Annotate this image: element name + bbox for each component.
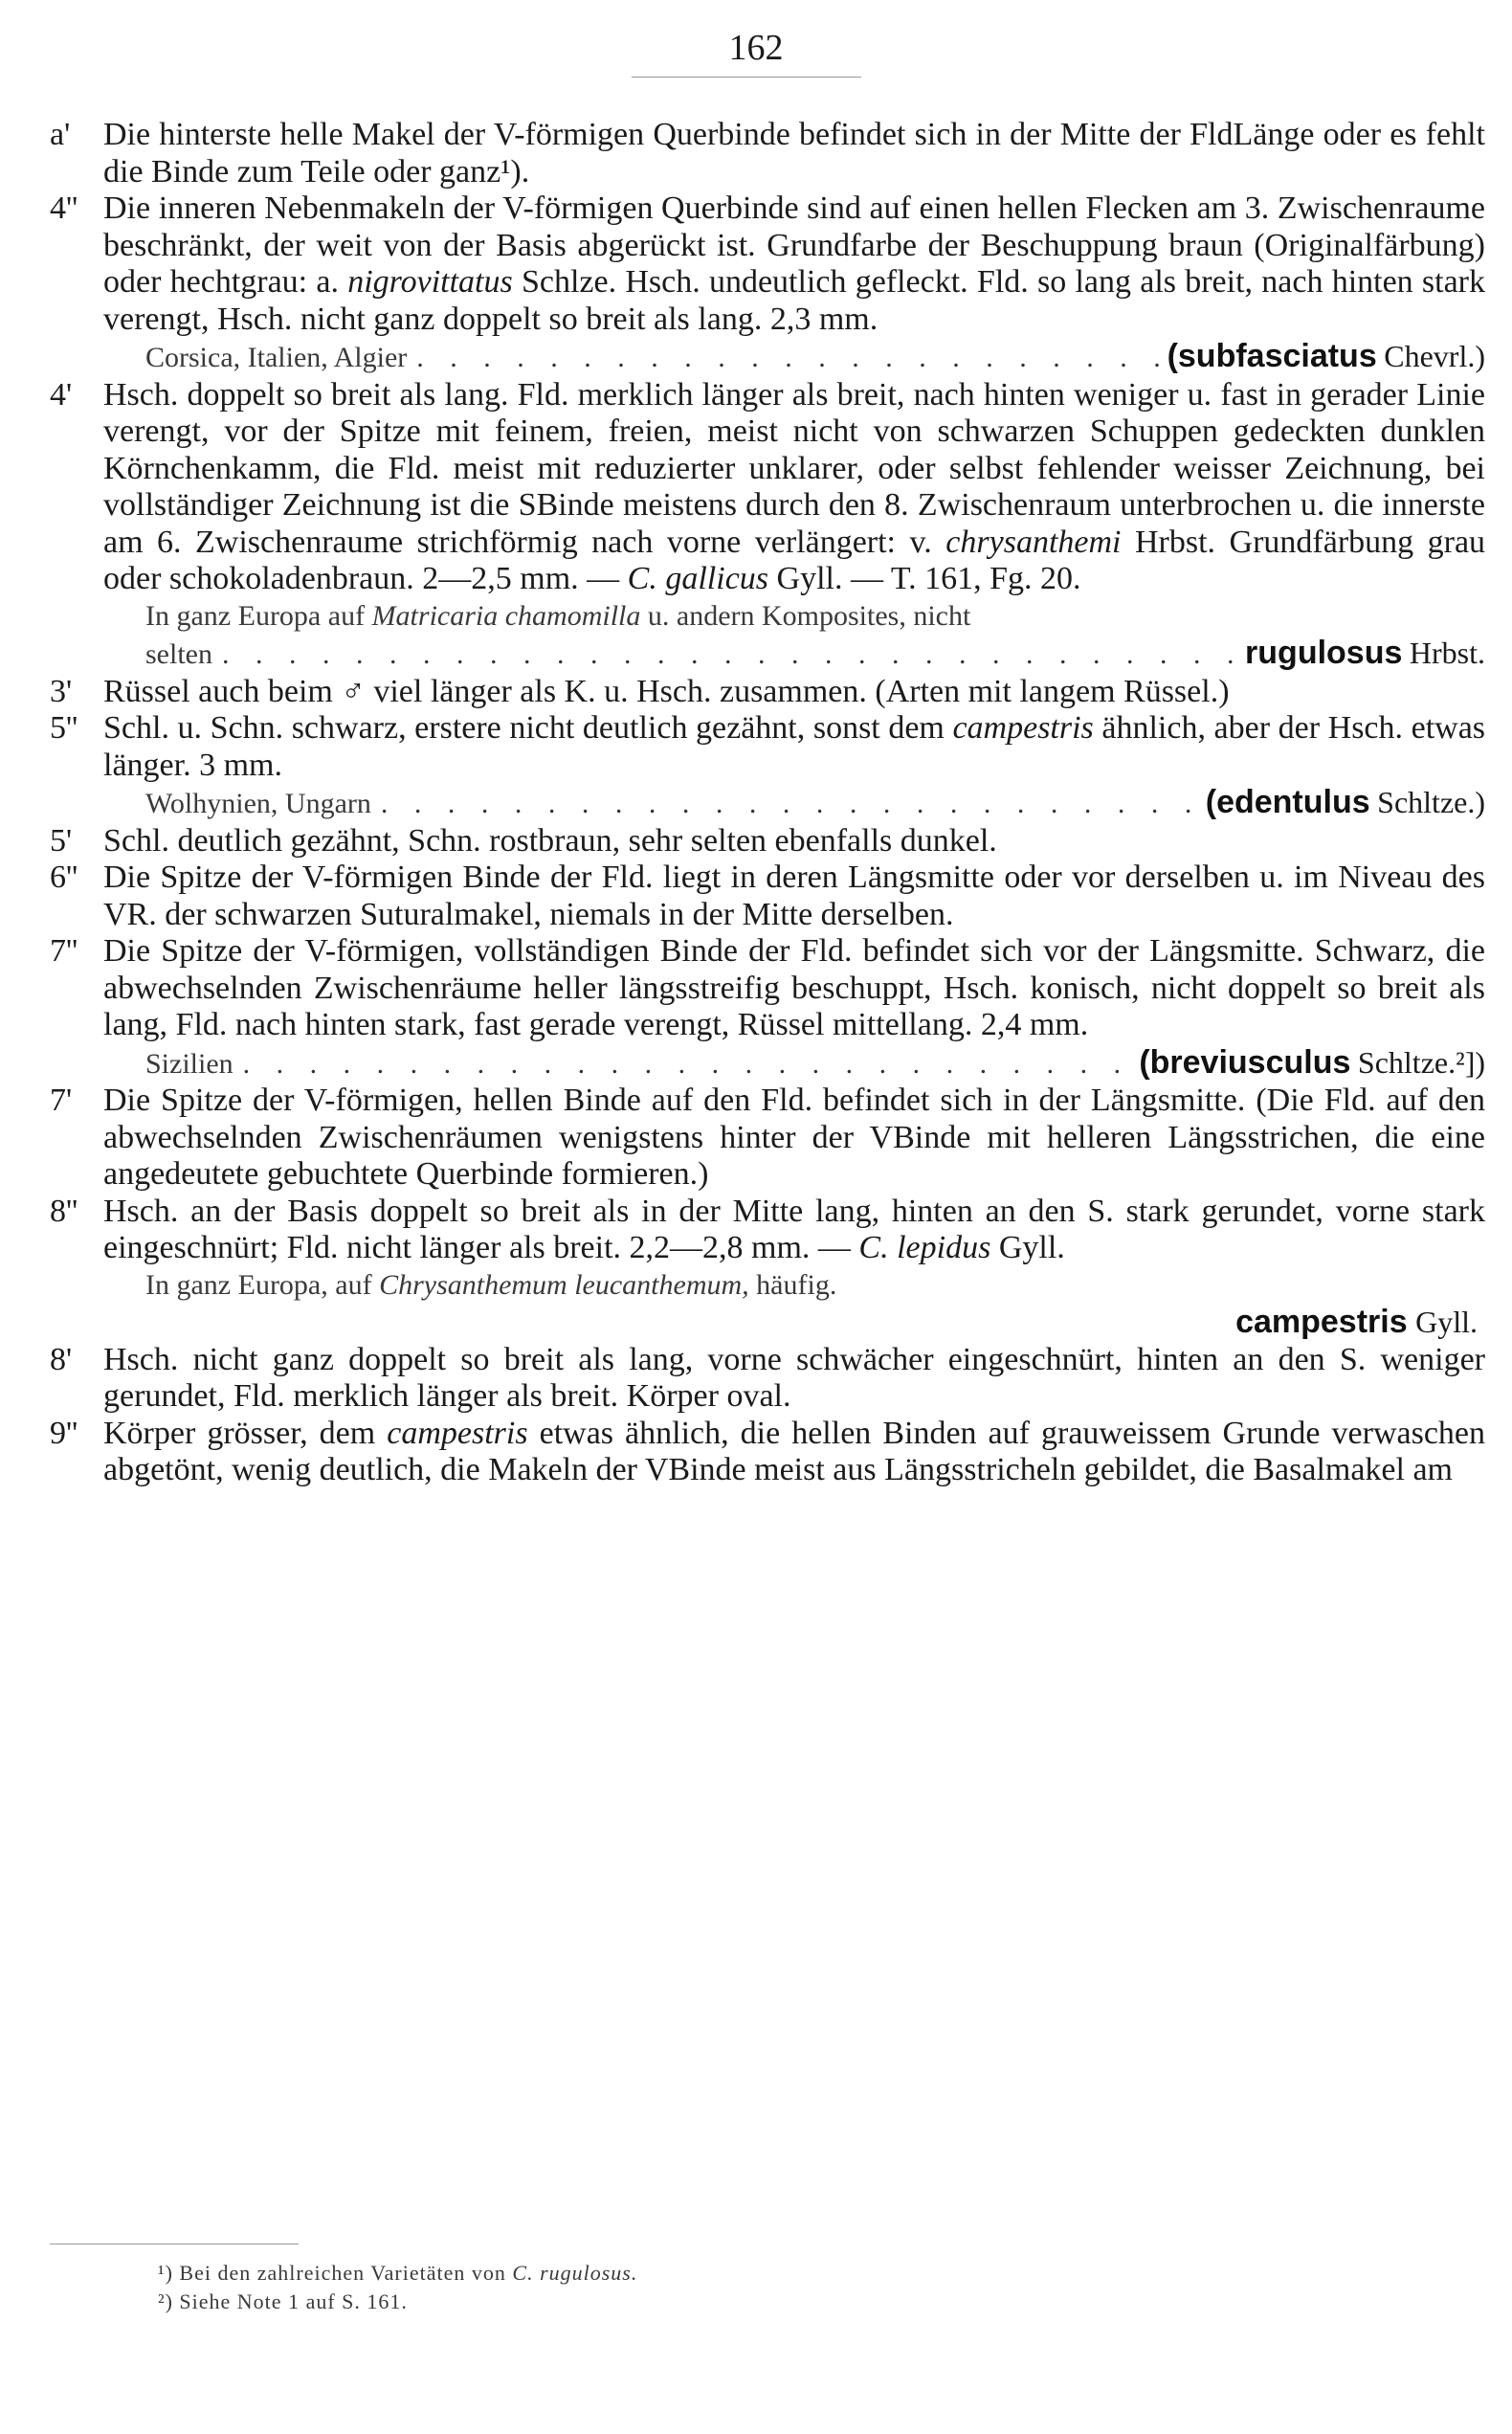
species-name-line (50, 1304, 1485, 1342)
distribution-line (50, 1044, 1485, 1083)
key-entry (50, 377, 1485, 598)
species-author: Hrbst. (1409, 636, 1485, 670)
footnote-text: Siehe Note 1 auf S. 161. (179, 2289, 408, 2313)
entry-text: Die inneren Nebenmakeln der V-förmigen Querbinde sind auf einen hellen Flecken am 3. Zwischenraume beschränkt, der weit von der Basis abgerückt ist. Grundfarbe der Beschuppung braun (Originalfärbung) oder hechtgrau: a. (103, 190, 1485, 300)
footnote (158, 2288, 1402, 2316)
key-entry (50, 860, 1485, 933)
page-number: 162 (728, 28, 784, 68)
entry-text: Schl. deutlich gezähnt, Schn. rostbraun, sehr selten ebenfalls dunkel. (103, 822, 997, 859)
taxon-name: C. lepidus (858, 1230, 991, 1265)
couplet-number: 3' (50, 673, 73, 709)
key-entry (50, 674, 1485, 711)
footnote (158, 2259, 1402, 2288)
species-author: Schltze.²]) (1357, 1044, 1485, 1080)
taxon-name: campestris (952, 710, 1094, 746)
dot-leader (212, 636, 1245, 674)
key-entry (50, 117, 1485, 190)
species-name: (edentulus (1205, 784, 1370, 820)
distribution-line (50, 784, 1485, 823)
key-text (50, 117, 1485, 1489)
distribution-text: In ganz Europa, auf (145, 1268, 372, 1301)
distribution-text: Corsica, Italien, Algier (145, 342, 408, 373)
species-name-group (1139, 1044, 1485, 1083)
entry-text: Hsch. an der Basis doppelt so breit als in der Mitte lang, hinten an den S. stark gerundet, vorne stark eingeschnürt; Fld. nicht länger als breit. 2,2—2,8 mm. — (103, 1193, 1485, 1265)
distribution-line (50, 1267, 1485, 1305)
entry-text: Hsch. nicht ganz doppelt so breit als lang, vorne schwächer eingeschnürt, hinten an den S. weniger gerundet, Fld. merklich länger als breit. Körper oval. (103, 1341, 1485, 1414)
distribution-line (50, 598, 1485, 636)
couplet-number: 8' (50, 1341, 73, 1377)
header-rule (632, 77, 861, 78)
key-entry (50, 1194, 1485, 1267)
distribution-text: selten (145, 638, 212, 670)
species-name: campestris (1235, 1304, 1408, 1340)
couplet-number: 7' (50, 1083, 73, 1118)
distribution-text: Sizilien (145, 1047, 233, 1080)
entry-text-cont: Hrbst. Grundfärbung grau oder schokoladenbraun. 2—2,5 mm. — (103, 524, 1486, 596)
entry-text: Die Spitze der V-förmigen, hellen Binde auf den Fld. befindet sich in der Längsmitte. (Die Fld. auf den abwechselnden Zwischenräumen wenigstens hinter der VBinde mit helleren Längsstrichen, die eine angedeutete gebuchtete Querbinde formieren.) (103, 1083, 1485, 1192)
entry-text-cont: ähnlich, aber der Hsch. etwas länger. 3 mm. (103, 710, 1486, 783)
dot-leader (371, 786, 1206, 823)
couplet-number: 9'' (50, 1415, 78, 1451)
taxon-name: chrysanthemi (945, 524, 1122, 560)
entry-text: Hsch. doppelt so breit als lang. Fld. merklich länger als breit, nach hinten weniger u. fast in gerader Linie verengt, vor der Spitze mit feinem, freien, meist nicht von schwarzen Schuppen gedeckten dunklen Körnchenkamm, die Fld. meist mit reduzierter unklarer, oder selbst fehlender weisser Zeichnung, bei vollständiger Zeichnung ist die SBinde meistens durch den 8. Zwischenraum unterbrochen u. die innerste am 6. Zwischenraume strichförmig nach vorne verlängert: v. (103, 376, 1485, 560)
dot-leader (407, 340, 1167, 377)
entry-text-cont: Schlze. Hsch. undeutlich gefleckt. Fld. so lang als breit, nach hinten stark verengt, Hsch. nicht ganz doppelt so breit als lang. 2,3 mm. (103, 264, 1486, 337)
footnote-text: Bei den zahlreichen Varietäten von (179, 2261, 506, 2285)
footnote-taxon: C. rugulosus. (512, 2261, 638, 2285)
distribution-text: Wolhynien, Ungarn (145, 788, 371, 819)
host-plant: Matricaria chamomilla (371, 599, 641, 632)
distribution-text-cont: häufig. (756, 1268, 837, 1301)
footnote-mark: ²) (158, 2289, 173, 2313)
species-name-group (1245, 635, 1485, 674)
key-entry (50, 1342, 1485, 1416)
entry-text-cont: etwas ähnlich, die hellen Binden auf grauweissem Grunde verwaschen abgetönt, wenig deutlich, die Makeln der VBinde meist aus Längsstricheln gebildet, die Basalmakel am (103, 1415, 1485, 1487)
key-entry (50, 933, 1485, 1044)
species-name-group (1206, 784, 1485, 823)
entry-text: Schl. u. Schn. schwarz, erstere nicht deutlich gezähnt, sonst dem (103, 710, 945, 746)
entry-text: Die hinterste helle Makel der V-förmigen Querbinde befindet sich in der Mitte der FldLänge oder es fehlt die Binde zum Teile oder ganz¹). (103, 117, 1485, 190)
entry-text: Rüssel auch beim ♂ viel länger als K. u. Hsch. zusammen. (Arten mit langem Rüssel.) (103, 673, 1230, 709)
key-entry (50, 1083, 1485, 1194)
couplet-number: 8'' (50, 1193, 78, 1229)
species-author: Chevrl.) (1384, 339, 1485, 373)
species-author: Gyll. (1415, 1305, 1478, 1339)
key-entry (50, 823, 1485, 860)
taxon-name: nigrovittatus (347, 264, 513, 300)
dot-leader (233, 1046, 1140, 1083)
distribution-line (50, 338, 1485, 377)
host-plant: Chrysanthemum leucanthemum, (379, 1268, 749, 1301)
species-name: (subfasciatus (1167, 338, 1377, 374)
key-entry (50, 190, 1485, 338)
entry-text-cont: Gyll. (998, 1230, 1065, 1265)
couplet-number: 5'' (50, 710, 78, 746)
species-name: rugulosus (1245, 635, 1403, 671)
taxon-name: campestris (387, 1415, 528, 1451)
entry-text: Körper grösser, dem (103, 1415, 376, 1451)
taxon-name: C. gallicus (627, 561, 769, 596)
footnote-mark: ¹) (158, 2261, 173, 2285)
couplet-number: a' (50, 117, 71, 152)
species-author: Schltze.) (1377, 785, 1485, 819)
couplet-number: 4' (50, 376, 73, 413)
footnotes (158, 2259, 1402, 2316)
couplet-number: 6'' (50, 860, 78, 895)
entry-text: Die Spitze der V-förmigen, vollständigen Binde der Fld. befindet sich vor der Längsmitte. Schwarz, die abwechselnden Zwischenräume heller längsstreifig beschuppt, Hsch. konisch, nicht doppelt so breit als lang, Fld. nach hinten stark, fast gerade verengt, Rüssel mittellang. 2,4 mm. (103, 933, 1485, 1042)
couplet-number: 7'' (50, 933, 78, 969)
entry-text-cont: Gyll. — T. 161, Fg. 20. (776, 561, 1081, 596)
distribution-text-cont: u. andern Komposites, nicht (647, 599, 971, 632)
key-entry (50, 710, 1485, 784)
couplet-number: 4'' (50, 190, 78, 226)
key-entry (50, 1416, 1485, 1489)
species-name-group (1167, 338, 1485, 377)
species-name: (breviusculus (1139, 1043, 1351, 1081)
entry-text: Die Spitze der V-förmigen Binde der Fld. liegt in deren Längsmitte oder vor derselben u. im Niveau des VR. der schwarzen Suturalmakel, niemals in der Mitte derselben. (103, 860, 1485, 932)
distribution-text: In ganz Europa auf (145, 599, 366, 632)
couplet-number: 5' (50, 822, 73, 859)
distribution-line (50, 635, 1485, 674)
